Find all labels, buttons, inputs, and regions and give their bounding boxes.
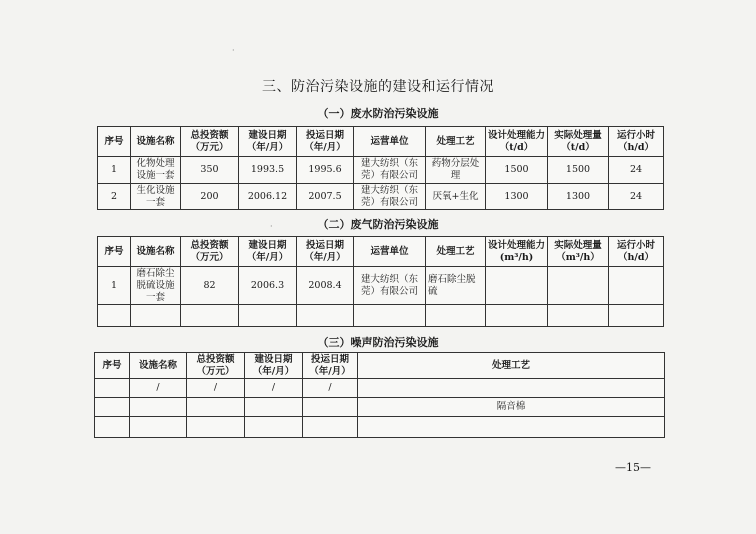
- header-cell: 序号: [98, 127, 131, 157]
- table-cell: 24: [609, 184, 664, 210]
- table-cell: 1995.6: [297, 157, 354, 184]
- table-cell: [426, 305, 486, 327]
- table-cell: 1300: [486, 184, 548, 210]
- table-cell: [187, 398, 245, 417]
- table-cell: [245, 398, 303, 417]
- header-cell: 运营单位: [354, 127, 426, 157]
- header-cell: 序号: [95, 353, 130, 379]
- table-cell: 1500: [548, 157, 609, 184]
- table-cell: [130, 417, 187, 438]
- table-cell: [354, 305, 426, 327]
- header-cell: 运行小时（h/d）: [609, 237, 664, 267]
- header-cell: 设施名称: [131, 127, 181, 157]
- table-cell: [131, 305, 181, 327]
- header-cell: 设施名称: [130, 353, 187, 379]
- table-cell: [486, 267, 548, 305]
- table-cell: 350: [181, 157, 239, 184]
- table-cell: 化物处理设施一套: [131, 157, 181, 184]
- noise-subtitle: （三）噪声防治污染设施: [317, 336, 439, 349]
- table-cell: [609, 267, 664, 305]
- header-cell: 总投资额（万元）: [181, 127, 239, 157]
- header-cell: 设计处理能力（t/d）: [486, 127, 548, 157]
- table-cell: /: [245, 379, 303, 398]
- table-cell: [187, 417, 245, 438]
- table-cell: 厌氧+生化: [426, 184, 486, 210]
- header-cell: 运营单位: [354, 237, 426, 267]
- header-cell: 运行小时（h/d）: [609, 127, 664, 157]
- wastegas-table: [97, 236, 664, 327]
- header-cell: 处理工艺: [426, 127, 486, 157]
- table-cell: [303, 398, 358, 417]
- table-cell: [486, 305, 548, 327]
- table-cell: 1300: [548, 184, 609, 210]
- table-cell: 82: [181, 267, 239, 305]
- table-cell: [95, 379, 130, 398]
- table-cell: 2006.3: [239, 267, 297, 305]
- table-cell: 2: [98, 184, 131, 210]
- table-cell: [95, 417, 130, 438]
- table-cell: 2008.4: [297, 267, 354, 305]
- table-cell: 1: [98, 267, 131, 305]
- header-cell: 处理工艺: [358, 353, 665, 379]
- header-cell: 建设日期（年/月）: [239, 237, 297, 267]
- table-header-row: [98, 127, 664, 157]
- table-cell: [358, 417, 665, 438]
- table-header-row: [95, 353, 665, 379]
- table-header-row: [98, 237, 664, 267]
- table-cell: [130, 398, 187, 417]
- scan-speck: ·: [232, 46, 235, 55]
- table-cell: 2007.5: [297, 184, 354, 210]
- table-row: [95, 379, 665, 398]
- table-cell: [303, 417, 358, 438]
- header-cell: 总投资额（万元）: [187, 353, 245, 379]
- table-row: [98, 267, 664, 305]
- noise-table: [94, 352, 665, 438]
- table-row: [95, 417, 665, 438]
- table-cell: [245, 417, 303, 438]
- table-cell: 建大纺织（东莞）有限公司: [354, 267, 426, 305]
- header-cell: 建设日期（年/月）: [245, 353, 303, 379]
- table-cell: 药物分层处理: [426, 157, 486, 184]
- header-cell: 处理工艺: [426, 237, 486, 267]
- page-number: —15—: [615, 461, 651, 474]
- table-row: [95, 398, 665, 417]
- table-cell: [181, 305, 239, 327]
- scan-speck: ·: [270, 222, 273, 231]
- header-cell: 建设日期（年/月）: [239, 127, 297, 157]
- table-cell: [548, 305, 609, 327]
- header-cell: 实际处理量（m³/h）: [548, 237, 609, 267]
- header-cell: 设计处理能力(m³/h): [486, 237, 548, 267]
- table-cell: [609, 305, 664, 327]
- table-cell: [358, 379, 665, 398]
- header-cell: 投运日期（年/月）: [303, 353, 358, 379]
- table-cell: 建大纺织（东莞）有限公司: [354, 157, 426, 184]
- table-cell: [239, 305, 297, 327]
- header-cell: 投运日期（年/月）: [297, 127, 354, 157]
- table-cell: 24: [609, 157, 664, 184]
- table-cell: [548, 267, 609, 305]
- table-cell: 隔音棉: [358, 398, 665, 417]
- header-cell: 投运日期（年/月）: [297, 237, 354, 267]
- wastewater-table: [97, 126, 664, 210]
- header-cell: 序号: [98, 237, 131, 267]
- section-title: 三、防治污染设施的建设和运行情况: [262, 79, 494, 95]
- table-cell: [98, 305, 131, 327]
- table-cell: /: [303, 379, 358, 398]
- wastewater-subtitle: （一）废水防治污染设施: [317, 107, 439, 120]
- table-cell: 1993.5: [239, 157, 297, 184]
- table-cell: /: [130, 379, 187, 398]
- table-row: [98, 305, 664, 327]
- table-cell: /: [187, 379, 245, 398]
- header-cell: 设施名称: [131, 237, 181, 267]
- table-cell: [297, 305, 354, 327]
- table-row: [98, 184, 664, 210]
- table-row: [98, 157, 664, 184]
- header-cell: 总投资额（万元）: [181, 237, 239, 267]
- table-cell: 1500: [486, 157, 548, 184]
- table-cell: 1: [98, 157, 131, 184]
- table-cell: 200: [181, 184, 239, 210]
- table-cell: 建大纺织（东莞）有限公司: [354, 184, 426, 210]
- table-cell: [95, 398, 130, 417]
- table-cell: 2006.12: [239, 184, 297, 210]
- table-cell: 磨石除尘脱硫设施一套: [131, 267, 181, 305]
- header-cell: 实际处理量（t/d）: [548, 127, 609, 157]
- table-cell: 生化设施一套: [131, 184, 181, 210]
- wastegas-subtitle: （二）废气防治污染设施: [317, 218, 439, 231]
- table-cell: 磨石除尘脱硫: [426, 267, 486, 305]
